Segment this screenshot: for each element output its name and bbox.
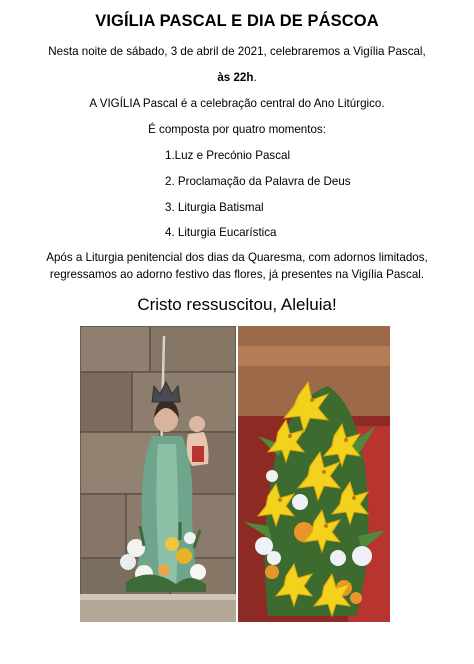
lily-arrangement-photo	[238, 326, 390, 622]
time-line	[0, 71, 474, 84]
acclamation: Cristo ressuscitou, Aleluia!	[137, 295, 337, 314]
time-text: às 22h	[217, 71, 254, 84]
moment-item-1: 1.Luz e Precónio Pascal	[165, 149, 291, 162]
moment-item-3: 3. Liturgia Batismal	[165, 201, 264, 214]
central-line: A VIGÍLIA Pascal é a celebração central do Ano Litúrgico.	[89, 97, 385, 110]
time-suffix: .	[253, 71, 257, 84]
lent-line-2: regressamos ao adorno festivo das flores, já presentes na Vigília Pascal.	[49, 268, 425, 281]
statue-photo	[80, 326, 236, 622]
intro-line: Nesta noite de sábado, 3 de abril de 2021, celebraremos a Vigília Pascal,	[48, 45, 426, 58]
composed-line: É composta por quatro momentos:	[148, 123, 326, 136]
lent-line-1: Após a Liturgia penitencial dos dias da Quaresma, com adornos limitados,	[46, 251, 428, 264]
document-title: VIGÍLIA PASCAL E DIA DE PÁSCOA	[95, 12, 379, 30]
moment-item-4: 4. Liturgia Eucarística	[165, 226, 277, 239]
moment-item-2: 2. Proclamação da Palavra de Deus	[165, 175, 351, 188]
